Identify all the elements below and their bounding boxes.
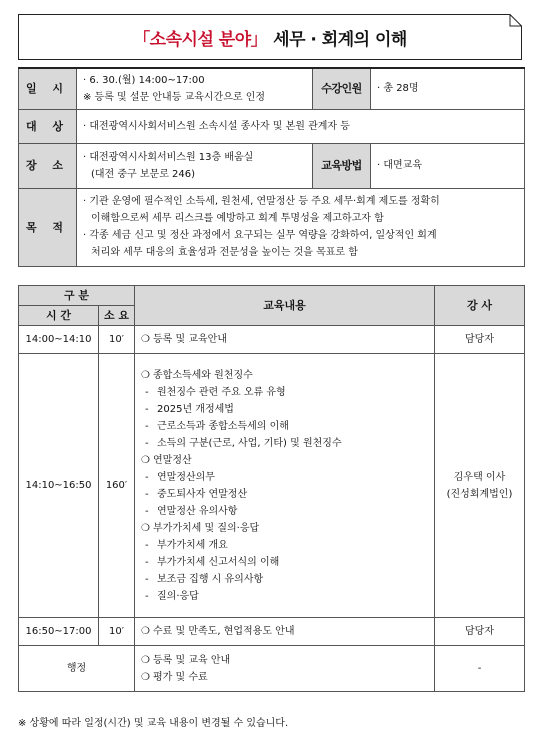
instructor-line: 담당자 [465, 334, 494, 345]
date-line: · 6. 30.(월) 14:00~17:00 [83, 74, 205, 86]
purpose-line: · 기관 운영에 필수적인 소득세, 원천세, 연말정산 등 주요 세무·회계 제도를 정확히 [83, 196, 440, 207]
content-text: 수료 및 만족도, 현업적용도 안내 [153, 626, 295, 637]
schedule-duration: 160′ [99, 354, 135, 618]
schedule-row [19, 354, 525, 618]
content-text: 부가가치세 신고서식의 이해 [157, 556, 280, 568]
dash-bullet: - [145, 505, 149, 517]
date-label: 일 시 [19, 68, 77, 109]
dash-bullet: - [145, 403, 149, 415]
instructor-line: (진성회계법인) [446, 488, 513, 500]
method-value: · 대면교육 [371, 143, 525, 188]
content-text: 종합소득세와 원천징수 [153, 369, 253, 381]
info-row-date [19, 68, 525, 109]
circle-bullet-icon: ❍ [141, 654, 150, 666]
circle-bullet-icon: ❍ [141, 522, 150, 534]
content-subitem [141, 418, 428, 435]
content-heading [141, 652, 428, 669]
dash-bullet: - [145, 471, 149, 483]
schedule-time: 14:00~14:10 [19, 326, 99, 354]
header-group: 구 분 [19, 286, 135, 306]
dash-bullet: - [145, 386, 149, 398]
admin-instructor [435, 646, 525, 692]
schedule-duration: 10′ [99, 618, 135, 646]
purpose-value [77, 188, 525, 266]
content-text: 원천징수 관련 주요 오류 유형 [157, 386, 286, 398]
dash-bullet: - [145, 420, 149, 432]
dash-bullet: - [145, 437, 149, 449]
circle-bullet-icon: ❍ [141, 626, 150, 637]
schedule-instructor [435, 618, 525, 646]
circle-bullet-icon: ❍ [141, 671, 150, 683]
content-subitem [141, 537, 428, 554]
content-text: 중도퇴사자 연말정산 [157, 488, 248, 500]
instructor-line: 김우택 이사 [453, 471, 506, 483]
header-instructor: 강 사 [435, 286, 525, 326]
info-row-place [19, 143, 525, 188]
title-rest: 세무 · 회계의 이해 [273, 29, 407, 50]
content-subitem [141, 571, 428, 588]
content-text: 보조금 집행 시 유의사항 [157, 573, 264, 585]
content-subitem [141, 588, 428, 605]
dash-bullet: - [145, 573, 149, 585]
schedule-time: 14:10~16:50 [19, 354, 99, 618]
place-address: (대전 중구 보문로 246) [91, 168, 196, 180]
content-subitem [141, 469, 428, 486]
info-table [18, 67, 525, 267]
content-heading [141, 669, 428, 686]
schedule-row [19, 326, 525, 354]
content-heading [141, 367, 428, 384]
instructor-line: 담당자 [465, 626, 494, 637]
content-text: 질의·응답 [157, 590, 199, 602]
content-subitem [141, 435, 428, 452]
schedule-row [19, 618, 525, 646]
footnote: ※ 상황에 따라 일정(시간) 및 교육 내용이 변경될 수 있습니다. [18, 718, 289, 729]
header-time: 시 간 [19, 306, 99, 326]
purpose-line: 처리와 세무 대응의 효율성과 전문성을 높이는 것을 목표로 함 [91, 247, 358, 258]
content-text: 부가가치세 및 질의·응답 [153, 522, 260, 534]
content-text: 연말정산 [153, 454, 192, 466]
schedule-content [135, 326, 435, 354]
content-text: 근로소득과 종합소득세의 이해 [157, 420, 289, 432]
content-text: 평가 및 수료 [153, 671, 208, 683]
content-text: 연말정산 유의사항 [157, 505, 238, 517]
content-text: 등록 및 교육안내 [153, 334, 227, 345]
content-text: 소득의 구분(근로, 사업, 기타) 및 원천징수 [157, 437, 342, 449]
header-duration: 소 요 [99, 306, 135, 326]
admin-content [135, 646, 435, 692]
schedule-content [135, 354, 435, 618]
content-text: 연말정산의무 [157, 471, 215, 483]
content-heading [141, 452, 428, 469]
schedule-admin-row [19, 646, 525, 692]
place-value [77, 143, 313, 188]
content-subitem [141, 384, 428, 401]
content-heading [141, 623, 428, 640]
capacity-label: 수강인원 [313, 68, 371, 109]
dash-bullet: - [145, 590, 149, 602]
schedule-duration: 10′ [99, 326, 135, 354]
place-label: 장 소 [19, 143, 77, 188]
dash-bullet: - [145, 556, 149, 568]
instructor-line: - [477, 663, 482, 674]
place-line: · 대전광역시사회서비스원 13층 배움실 [83, 151, 254, 163]
title-box [18, 14, 522, 60]
content-subitem [141, 401, 428, 418]
content-heading [141, 520, 428, 537]
schedule-instructor [435, 354, 525, 618]
content-heading [141, 331, 428, 348]
purpose-line: 이해함으로써 세무 리스크를 예방하고 회계 투명성을 제고하고자 함 [91, 213, 384, 224]
schedule-content [135, 618, 435, 646]
method-label: 교육방법 [313, 143, 371, 188]
page-title [18, 14, 522, 60]
dash-bullet: - [145, 539, 149, 551]
date-value [77, 68, 313, 109]
circle-bullet-icon: ❍ [141, 369, 150, 381]
dash-bullet: - [145, 488, 149, 500]
content-text: 부가가치세 개요 [157, 539, 228, 551]
schedule-instructor [435, 326, 525, 354]
content-subitem [141, 503, 428, 520]
purpose-line: · 각종 세금 신고 및 정산 과정에서 요구되는 실무 역량을 강화하여, 일상적인 회계 [83, 230, 437, 241]
admin-label: 행정 [19, 646, 135, 692]
header-content: 교육내용 [135, 286, 435, 326]
schedule-time: 16:50~17:00 [19, 618, 99, 646]
content-subitem [141, 486, 428, 503]
info-row-purpose [19, 188, 525, 266]
circle-bullet-icon: ❍ [141, 334, 150, 345]
capacity-value: · 총 28명 [371, 68, 525, 109]
circle-bullet-icon: ❍ [141, 454, 150, 466]
info-row-target [19, 109, 525, 143]
schedule-header-row [19, 286, 525, 306]
content-text: 2025년 개정세법 [157, 403, 234, 415]
content-text: 등록 및 교육 안내 [153, 654, 231, 666]
content-subitem [141, 554, 428, 571]
target-label: 대 상 [19, 109, 77, 143]
target-value: · 대전광역시사회서비스원 소속시설 종사자 및 본원 관계자 등 [77, 109, 525, 143]
date-note: ※ 등록 및 설문 안내등 교육시간으로 인정 [83, 91, 266, 103]
schedule-table [18, 285, 525, 692]
purpose-label: 목 적 [19, 188, 77, 266]
schedule-body [19, 326, 525, 692]
title-accent: 「소속시설 분야」 [133, 29, 268, 50]
